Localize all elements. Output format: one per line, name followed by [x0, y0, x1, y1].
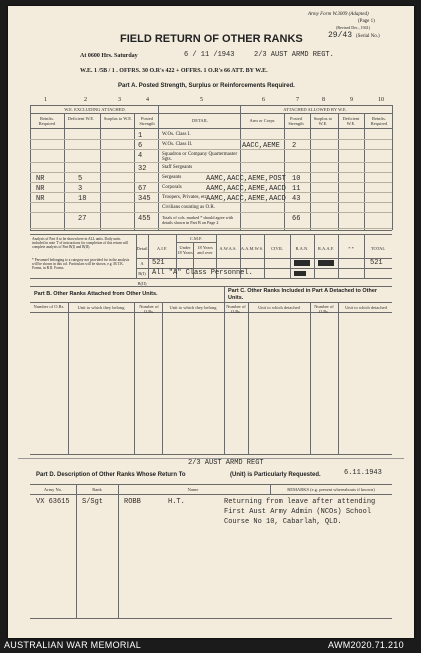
entry-initials: H.T. [168, 498, 185, 506]
row-detail: Squadron or Company Quartermaster Sgts. [162, 152, 238, 162]
column-number: 5 [200, 97, 203, 103]
column-number: 2 [84, 97, 87, 103]
row-arm: AACC,AEME [242, 142, 280, 150]
entry-army-no: VX 63615 [36, 498, 70, 506]
aamws-h: A.A.M.W.S. [240, 246, 264, 251]
detail-header: DETAIL [192, 118, 208, 123]
redaction-class [294, 271, 306, 276]
part-c-num-1: Number of O.Rs. [226, 304, 246, 314]
reinfs-header: Reinfts. Required [38, 116, 56, 126]
detail-h: Detail [136, 246, 148, 251]
analysis-note-2: * Personnel belonging to a category not provided for in the analysis will be shown in this col. Particulars will be shown, e.g. M.T.K. Forms, in B.II. Forms. [32, 258, 130, 271]
row-bi: B(I) [138, 271, 146, 276]
date-line-prefix: At 0600 Hrs. Saturday [80, 53, 138, 59]
column-number: 1 [44, 97, 47, 103]
part-c-unit-1: Unit to which detached [258, 305, 300, 310]
army-no-header: Army No. [43, 487, 63, 492]
row-c1: NR [36, 195, 45, 203]
redaction-ran [294, 260, 310, 266]
cmf-h: C.M.F. [189, 236, 203, 241]
row-c7: 43 [292, 195, 301, 203]
deficient2-header: Deficient W.E. [342, 116, 360, 126]
row-arm: AAMC,AACC,AEME,POST [206, 175, 286, 183]
row-c7: 66 [292, 215, 301, 223]
row-c1: NR [36, 185, 45, 193]
row-c7: 11 [292, 185, 301, 193]
form-reference: Army Form W.3009 (Adapted) [308, 12, 369, 17]
ran-h: R.A.N. [295, 246, 309, 251]
form-title: FIELD RETURN OF OTHER RANKS [120, 33, 303, 45]
aif-a-value: 521 [152, 259, 165, 267]
raaf-h: R.A.A.F. [317, 246, 335, 251]
part-b-num-2: Number of O.Rs. [139, 304, 159, 314]
surplus2-header: Surplus to W.E. [313, 116, 333, 126]
row-detail: Totals of cols. marked * should agree with details shown in Part B on Page 2 [162, 215, 234, 225]
class-note: All "A" Class Personnel. [152, 269, 253, 277]
column-number: 7 [296, 97, 299, 103]
row-detail: W.Os. Class II. [162, 142, 193, 147]
row-c2: 27 [78, 215, 87, 223]
revised-note: (Revised Dec., 1941) [336, 25, 370, 30]
part-d-title-post: (Unit) is Particularly Requested. [230, 472, 321, 478]
surplus-header: Surplus to W.E. [103, 116, 133, 121]
row-detail: Civilians counting as O.R. [162, 205, 215, 210]
part-c-num-2: Number of O.Rs. [314, 304, 334, 314]
under18-h: Under 18 Years [177, 245, 193, 255]
part-d-date: 6.11.1943 [344, 469, 382, 477]
row-c2: 3 [78, 185, 83, 193]
row-bii: B(II) [137, 281, 147, 286]
rank-header: Rank [92, 487, 102, 492]
column-number: 10 [378, 97, 384, 103]
posted2-header: Posted Strength [288, 116, 304, 126]
part-b-unit-1: Unit to which they belong [77, 305, 125, 310]
unit-name: 2/3 AUST ARMD REGT. [254, 51, 334, 59]
footer-left: AUSTRALIAN WAR MEMORIAL [4, 640, 142, 650]
row-c2: 18 [78, 195, 87, 203]
part-b-title: Part B. Other Ranks Attached from Other Units. [34, 291, 158, 297]
entry-remarks-2: First Aust Army Admin (NCOs) School [224, 508, 372, 516]
entry-remarks-1: Returning from leave after attending [224, 498, 376, 506]
part-a-title: Part A. Posted Strength, Surplus or Reinforcements Required. [118, 83, 295, 89]
total-h: TOTAL [370, 246, 386, 251]
column-number: 9 [350, 97, 353, 103]
column-number: 3 [118, 97, 121, 103]
entry-remarks-3: Course No 10, Cabarlah, QLD. [224, 518, 342, 526]
entry-rank: S/Sgt [82, 498, 104, 506]
total-a-value: 521 [370, 259, 383, 267]
we-excl-header: W.E. EXCLUDING ATTACHED. [64, 107, 126, 112]
row-c4: 1 [138, 132, 143, 140]
entry-name: ROBB [124, 498, 141, 506]
star-h: * * [348, 246, 354, 251]
civil-h: CIVIL [271, 246, 283, 251]
over18-h: 18 Years and over [197, 245, 213, 255]
column-number: 6 [262, 97, 265, 103]
serial-number: 29/43 [328, 31, 353, 40]
awas-h: A.W.A.S. [219, 246, 237, 251]
column-number: 8 [322, 97, 325, 103]
reinfs2-header: Reinfts. Required [370, 116, 388, 126]
part-c-title: Part C. Other Ranks Included in Part A Detached to Other Units. [228, 288, 378, 301]
row-detail: Staff Sergeants [162, 165, 193, 170]
attached-header: ATTACHED ALLOWED BY W.E. [283, 107, 347, 112]
row-detail: W.Os. Class I. [162, 132, 191, 137]
row-c4: 455 [138, 215, 151, 223]
row-detail: Sergeants [162, 175, 182, 180]
posted-header: Posted Strength [139, 116, 155, 126]
aif-h: A.I.F. [156, 246, 168, 251]
we-line: W.E. 1 /5B / 1 . OFFRS. 30 O.R's 422 + OFFRS. 1 O.R's 66 ATT. BY W.E. [80, 68, 268, 74]
unit-stamp: 2/3 AUST ARMD REGT [188, 459, 264, 467]
part-d-title-pre: Part D. Description of Other Ranks Whose Return To [36, 472, 186, 478]
page-number: (Page 1) [358, 19, 375, 24]
serial-label: (Serial No.) [356, 34, 380, 39]
part-c-unit-2: Unit to which detached [345, 305, 387, 310]
row-arm: AAMC,AACC,AEME,AACD [206, 195, 286, 203]
row-c1: NR [36, 175, 45, 183]
return-date: 6 / 11 /1943 [184, 51, 235, 59]
row-c7: 10 [292, 175, 301, 183]
column-number: 4 [146, 97, 149, 103]
redaction-raaf [318, 260, 334, 266]
row-c4: 4 [138, 152, 143, 160]
part-b-unit-2: Unit to which they belong [169, 305, 217, 310]
part-b-num-1: Number of O.Rs. [33, 304, 65, 309]
row-a: A [140, 261, 144, 266]
row-c4: 32 [138, 165, 147, 173]
remarks-header: REMARKS (e.g. present whereabouts if known) [287, 487, 375, 492]
analysis-note: Analysis of Part A to be shown here in ALL units. Daily units included in note 'I' of instructions for completion of this return will complete analysis of Part B(I) and B(II). [32, 237, 129, 250]
row-c4: 345 [138, 195, 151, 203]
row-arm: AAMC,AACC,AEME,AACD [206, 185, 286, 193]
row-c7: 2 [292, 142, 297, 150]
deficient-header: Deficient W.E. [67, 116, 95, 121]
form-page [8, 6, 414, 638]
footer-right: AWM2020.71.210 [328, 640, 404, 650]
row-c2: 5 [78, 175, 83, 183]
name-header: Name [187, 487, 199, 492]
arm-header: Arm or Corps [249, 118, 275, 123]
row-detail: Troopers, Privates, etc. [162, 195, 209, 200]
row-c4: 67 [138, 185, 147, 193]
row-detail: Corporals [162, 185, 182, 190]
row-c4: 6 [138, 142, 143, 150]
